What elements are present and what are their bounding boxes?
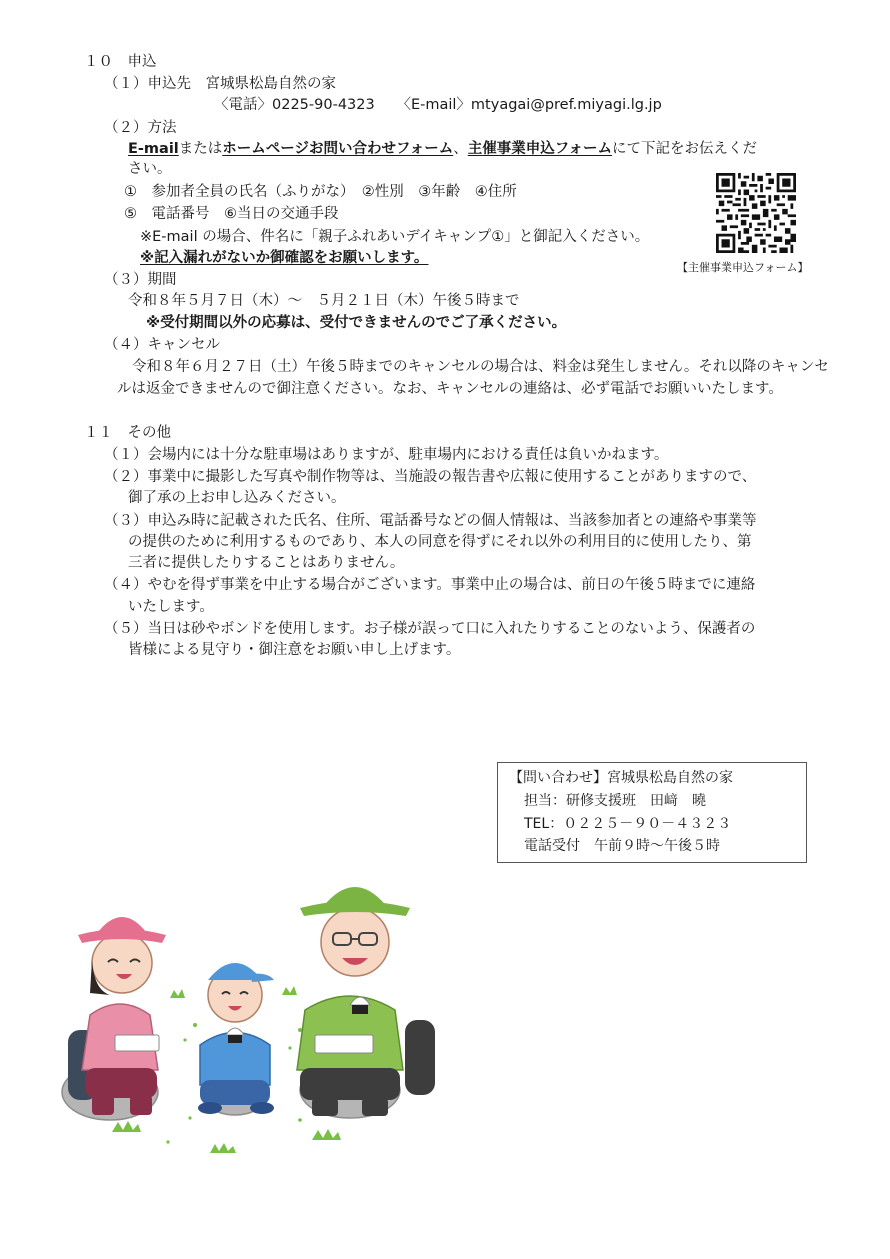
check-warning: ※記入漏れがないか御確認をお願いします。: [140, 250, 429, 266]
contact-hours: 電話受付 午前９時～午後５時: [524, 838, 720, 854]
cancel-label: （４）キャンセル: [104, 337, 220, 353]
qr-code-icon[interactable]: [714, 173, 798, 253]
other-item-3: （３）申込み時に記載された氏名、住所、電話番号などの個人情報は、当該参加者との連絡や事業等: [104, 513, 757, 529]
section-10-heading: １０ 申込: [84, 54, 157, 70]
contact-title: 【問い合わせ】宮城県松島自然の家: [509, 770, 733, 786]
apply-destination: （１）申込先 宮城県松島自然の家: [104, 76, 336, 92]
other-item-4-cont: いたします。: [128, 599, 214, 615]
other-item-3-cont-1: の提供のために利用するものであり、本人の同意を得ずにそれ以外の利用目的に使用したり、第: [128, 534, 752, 550]
event-form-link[interactable]: 主催事業申込フォーム: [467, 141, 613, 157]
period-warning: ※受付期間以外の応募は、受付できませんのでご了承ください。: [146, 315, 567, 331]
period-dates: 令和８年５月７日（木）～ ５月２１日（木）午後５時まで: [128, 293, 520, 309]
cancel-text-2: ルは返金できませんので御注意ください。なお、キャンセルの連絡は、必ず電話でお願いいたします。: [117, 381, 783, 397]
required-items-2: ⑤ 電話番号 ⑥当日の交通手段: [124, 206, 339, 222]
contact-box: [497, 762, 807, 863]
other-item-3-cont-2: 三者に提供したりすることはありません。: [128, 555, 405, 571]
child-figure: [198, 963, 274, 1114]
other-item-5-cont: 皆様による見守り・御注意をお願い申し上げます。: [128, 642, 461, 658]
section-11-heading: １１ その他: [84, 425, 171, 441]
family-camping-illustration: [50, 870, 450, 1170]
other-item-4: （４）やむを得ず事業を中止する場合がございます。事業中止の場合は、前日の午後５時までに連絡: [104, 577, 756, 593]
dad-backpack: [405, 1020, 435, 1095]
period-label: （３）期間: [104, 272, 177, 288]
cancel-text-1: 令和８年６月２７日（土）午後５時までのキャンセルの場合は、料金は発生しません。それ以降のキャンセ: [132, 359, 829, 375]
method-line-2: さい。: [128, 161, 172, 177]
apply-contact: 〈電話〉0225-90-4323 〈E-mail〉mtyagai@pref.miyagi.lg.jp: [214, 97, 662, 113]
other-item-1: （１）会場内には十分な駐車場はありますが、駐車場内における責任は負いかねます。: [104, 447, 669, 463]
method-line-1: E-mailまたはホームページお問い合わせフォーム、主催事業申込フォームにて下記をお伝えくだ: [128, 141, 758, 157]
qr-caption: 【主催事業申込フォーム】: [677, 261, 809, 274]
homepage-form-link[interactable]: ホームページお問い合わせフォーム: [222, 141, 454, 157]
email-link[interactable]: E-mail: [128, 141, 179, 157]
mom-figure: [78, 917, 166, 1115]
other-item-5: （５）当日は砂やボンドを使用します。お子様が誤って口に入れたりすることのないよう、保護者の: [104, 621, 756, 637]
email-subject-note: ※E-mail の場合、件名に「親子ふれあいデイキャンプ①」と御記入ください。: [140, 229, 650, 245]
other-item-2: （２）事業中に撮影した写真や制作物等は、当施設の報告書や広報に使用することがありますので、: [104, 469, 757, 485]
method-label: （２）方法: [104, 120, 177, 136]
dad-figure: [297, 887, 410, 1116]
required-items-1: ① 参加者全員の氏名（ふりがな） ②性別 ③年齢 ④住所: [124, 184, 517, 200]
contact-person: 担当：研修支援班 田﨑 曉: [524, 793, 706, 809]
other-item-2-cont: 御了承の上お申し込みください。: [128, 490, 346, 506]
contact-phone: TEL：０２２５－９０－４３２３: [524, 816, 732, 832]
